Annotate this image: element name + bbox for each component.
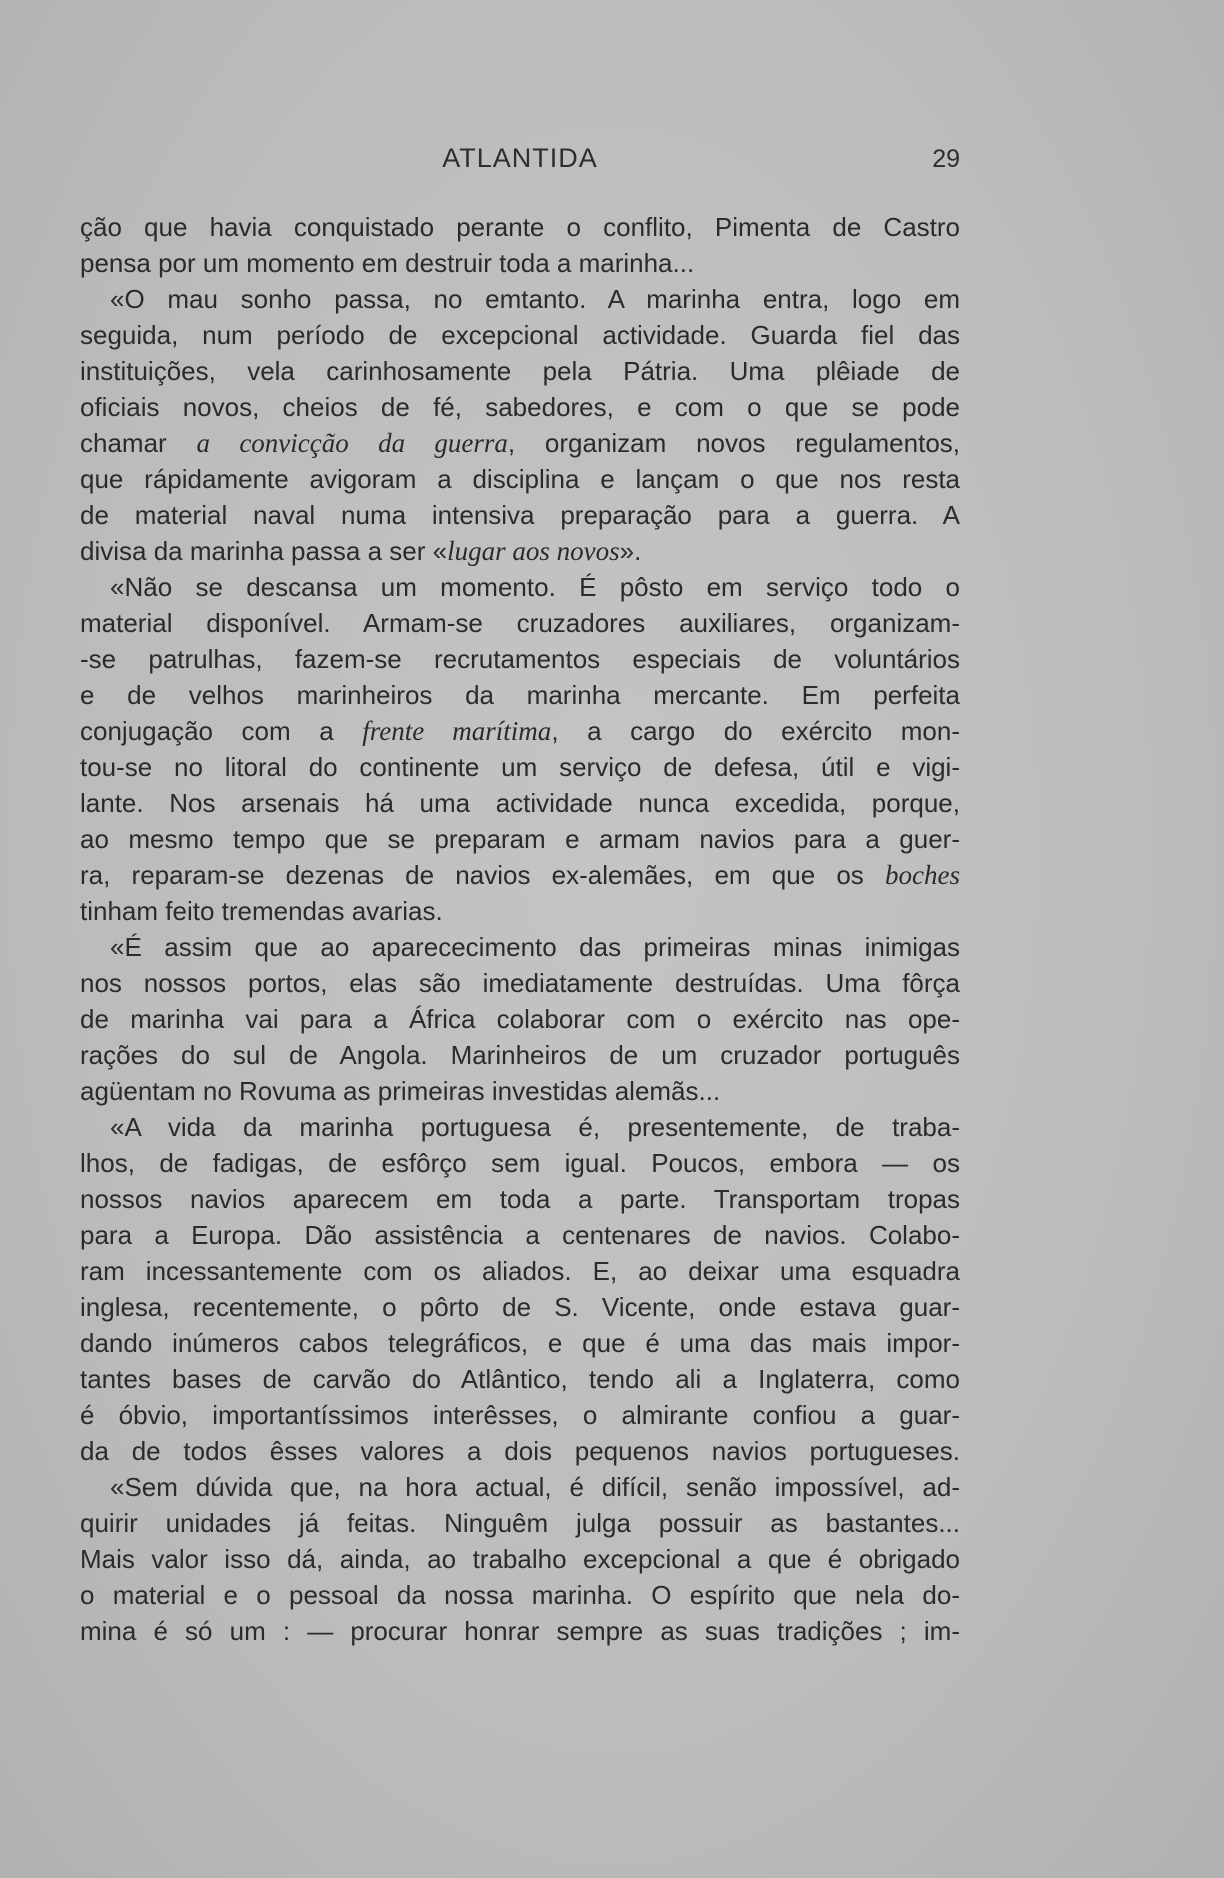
text-line [80, 281, 960, 317]
text-line [80, 1325, 960, 1361]
text-segment: «Sem dúvida que, na hora actual, é difícil, senão impossível, ad- [110, 1472, 960, 1502]
page-number: 29 [932, 145, 960, 173]
text-line [80, 497, 960, 533]
text-segment: pensa por um momento em destruir toda a marinha... [80, 248, 695, 278]
text-segment: instituições, vela carinhosamente pela Pátria. Uma plêiade de [80, 356, 960, 386]
text-segment: material disponível. Armam-se cruzadores auxiliares, organizam- [80, 608, 960, 638]
text-segment: de material naval numa intensiva preparação para a guerra. A [80, 500, 960, 530]
text-line [80, 1073, 960, 1109]
text-line [80, 1145, 960, 1181]
italic-phrase: frente marítima [362, 716, 552, 746]
text-segment: nossos navios aparecem em toda a parte. Transportam tropas [80, 1184, 960, 1214]
text-line [80, 1397, 960, 1433]
running-title: ATLANTIDA [442, 143, 598, 173]
text-line [80, 677, 960, 713]
text-line [80, 929, 960, 965]
text-segment: ao mesmo tempo que se preparam e armam navios para a guer- [80, 824, 960, 854]
text-segment: o material e o pessoal da nossa marinha. O espírito que nela do- [80, 1580, 960, 1610]
text-segment: divisa da marinha passa a ser « [80, 536, 448, 566]
text-segment: , a cargo do exército mon- [551, 716, 960, 746]
text-line [80, 1361, 960, 1397]
text-segment: agüentam no Rovuma as primeiras investidas alemãs... [80, 1076, 721, 1106]
text-segment: tinham feito tremendas avarias. [80, 896, 443, 926]
text-segment: para a Europa. Dão assistência a centenares de navios. Colabo- [80, 1220, 960, 1250]
text-segment: seguida, num período de excepcional actividade. Guarda fiel das [80, 320, 960, 350]
text-segment: ra, reparam-se dezenas de navios ex-alemães, em que os [80, 860, 886, 890]
text-segment: , organizam novos regulamentos, [507, 428, 960, 458]
text-line [80, 1613, 960, 1649]
text-line [80, 533, 960, 569]
text-segment: dando inúmeros cabos telegráficos, e que é uma das mais impor- [80, 1328, 960, 1358]
text-segment: de marinha vai para a África colaborar com o exército nas ope- [80, 1004, 960, 1034]
text-segment: nos nossos portos, elas são imediatamente destruídas. Uma fôrça [80, 968, 960, 998]
page-header [80, 143, 960, 177]
text-line [80, 209, 960, 245]
text-segment: Mais valor isso dá, ainda, ao trabalho excepcional a que é obrigado [80, 1544, 960, 1574]
text-segment: quirir unidades já feitas. Ninguêm julga possuir as bastantes... [80, 1508, 960, 1538]
text-line [80, 749, 960, 785]
italic-phrase: lugar aos novos [447, 536, 620, 566]
text-segment: chamar [80, 428, 197, 458]
text-line [80, 1217, 960, 1253]
text-segment: que rápidamente avigoram a disciplina e lançam o que nos resta [80, 464, 960, 494]
text-segment: tantes bases de carvão do Atlântico, tendo ali a Inglaterra, como [80, 1364, 960, 1394]
text-line [80, 1505, 960, 1541]
text-line [80, 1037, 960, 1073]
text-line [80, 1001, 960, 1037]
text-line [80, 245, 960, 281]
text-segment: «Não se descansa um momento. É pôsto em serviço todo o [110, 572, 960, 602]
text-line [80, 389, 960, 425]
text-segment: ram incessantemente com os aliados. E, ao deixar uma esquadra [80, 1256, 960, 1286]
text-segment: conjugação com a [80, 716, 363, 746]
italic-phrase: boches [885, 860, 960, 890]
text-line [80, 1577, 960, 1613]
text-line [80, 1181, 960, 1217]
text-line [80, 461, 960, 497]
text-line [80, 1469, 960, 1505]
text-segment: oficiais novos, cheios de fé, sabedores, e com o que se pode [80, 392, 960, 422]
text-line [80, 1109, 960, 1145]
italic-phrase: a convicção da guerra [196, 428, 508, 458]
text-line [80, 785, 960, 821]
text-line [80, 713, 960, 749]
text-segment: e de velhos marinheiros da marinha mercante. Em perfeita [80, 680, 960, 710]
text-line [80, 1289, 960, 1325]
text-segment: é óbvio, importantíssimos interêsses, o almirante confiou a guar- [80, 1400, 960, 1430]
text-line [80, 605, 960, 641]
text-segment: mina é só um : — procurar honrar sempre as suas tradições ; im- [80, 1616, 960, 1646]
text-segment: inglesa, recentemente, o pôrto de S. Vicente, onde estava guar- [80, 1292, 960, 1322]
text-segment: da de todos êsses valores a dois pequenos navios portugueses. [80, 1436, 960, 1466]
text-segment: rações do sul de Angola. Marinheiros de um cruzador português [80, 1040, 960, 1070]
text-line [80, 1253, 960, 1289]
text-segment: -se patrulhas, fazem-se recrutamentos especiais de voluntários [80, 644, 960, 674]
text-line [80, 821, 960, 857]
text-segment: ». [619, 536, 642, 566]
text-line [80, 641, 960, 677]
text-segment: lhos, de fadigas, de esfôrço sem igual. Poucos, embora — os [80, 1148, 960, 1178]
text-line [80, 425, 960, 461]
text-line [80, 857, 960, 893]
text-segment: tou-se no litoral do continente um serviço de defesa, útil e vigi- [80, 752, 960, 782]
text-line [80, 965, 960, 1001]
text-line [80, 1541, 960, 1577]
text-line [80, 893, 960, 929]
text-segment: ção que havia conquistado perante o conflito, Pimenta de Castro [80, 212, 960, 242]
body-text [80, 209, 960, 1649]
text-line [80, 317, 960, 353]
text-segment: «É assim que ao aparececimento das primeiras minas inimigas [110, 932, 960, 962]
text-segment: lante. Nos arsenais há uma actividade nunca excedida, porque, [80, 788, 960, 818]
text-line [80, 1433, 960, 1469]
text-segment: «A vida da marinha portuguesa é, presentemente, de traba- [110, 1112, 960, 1142]
text-line [80, 353, 960, 389]
text-segment: «O mau sonho passa, no emtanto. A marinha entra, logo em [110, 284, 960, 314]
text-line [80, 569, 960, 605]
